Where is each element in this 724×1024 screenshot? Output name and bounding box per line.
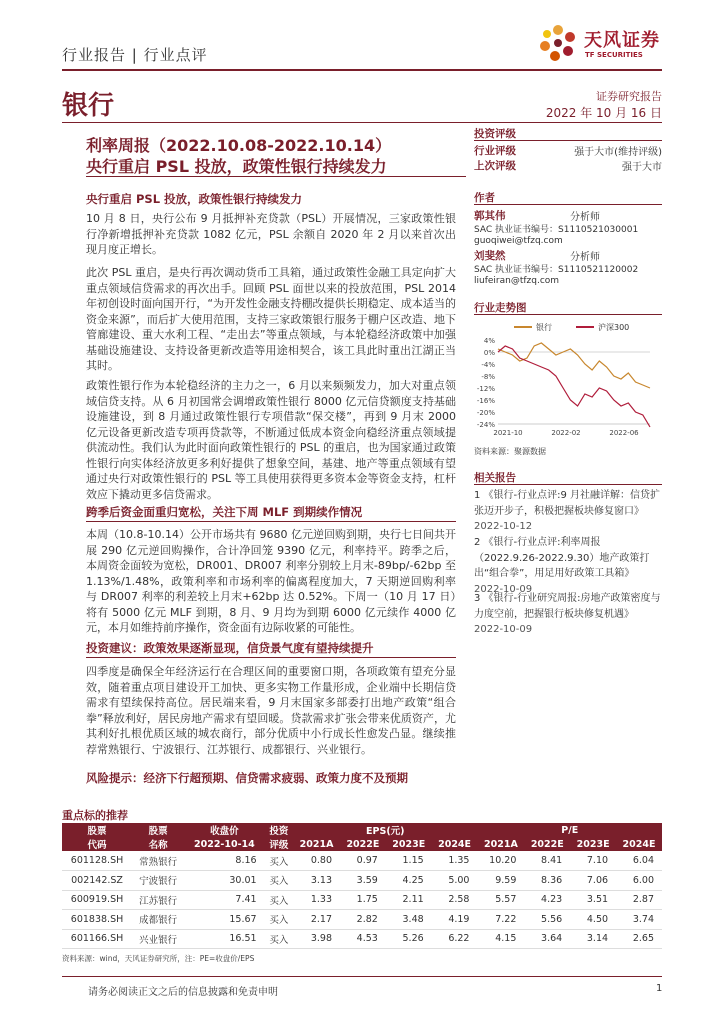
author-2-email[interactable]: liufeiran@tfzq.com bbox=[474, 276, 560, 286]
table-cell: 3.64 bbox=[524, 929, 570, 949]
section-1-paragraph-3: 政策性银行作为本轮稳经济的主力之一，6 月以来频频发力，加大对重点领域信贷支持。从 6 月初国常会调增政策性银行 8000 亿元信贷额度支持基础设施建设，到 8 月通过政策性银行专项借款“保交楼”，再到 9 月末 2000 亿元设备更新改造专项再贷款等，不断通过低成本资金向稳经济重点领域提供流动性。我们认为此时面向政策性银行的 PSL 的重启，也为国家通过政策性银行向实体经济放更多利好提供了想象空间，基建、地产等重点领域有望通过央行对政策性银行的 PSL 等工具使用获得更多资本金等资金支持，杠杆效应下撬动更多信贷需求。 bbox=[86, 379, 456, 501]
table-cell: 601838.SH bbox=[62, 910, 132, 930]
table-cell: 5.26 bbox=[386, 929, 432, 949]
related-report-1-date: 2022-10-12 bbox=[474, 521, 533, 532]
header-name-2: 名称 bbox=[132, 837, 184, 851]
y-tick-label: -24% bbox=[476, 421, 495, 429]
author-1-name: 郭其伟 bbox=[474, 210, 506, 222]
table-cell: 7.06 bbox=[570, 871, 616, 891]
related-report-1[interactable] bbox=[474, 488, 662, 535]
table-cell: 10.20 bbox=[477, 851, 524, 871]
table-cell: 0.97 bbox=[340, 851, 386, 871]
title-top-rule bbox=[62, 122, 662, 123]
table-cell: 5.57 bbox=[477, 890, 524, 910]
header-eps-2021: 2021A bbox=[293, 837, 340, 851]
y-tick-label: 4% bbox=[483, 337, 495, 345]
related-report-2-date: 2022-10-09 bbox=[474, 583, 533, 595]
section-1-paragraph-1: 10 月 8 日，央行公布 9 月抵押补充贷款（PSL）开展情况，三家政策性银行净新增抵押补充贷款 1082 亿元，PSL 余额自 2020 年 2 月以来首次出现月度正增长。 bbox=[86, 212, 456, 256]
author-1-cert: SAC 执业证书编号：S1110521030001 bbox=[474, 225, 639, 235]
header-pe-2022: 2022E bbox=[524, 837, 570, 851]
table-cell: 6.04 bbox=[616, 851, 662, 871]
table-cell: 8.16 bbox=[184, 851, 264, 871]
table-cell: 1.15 bbox=[386, 851, 432, 871]
report-type: 行业报告 | 行业点评 bbox=[62, 46, 208, 64]
section-1-paragraph-2: 此次 PSL 重启，是央行再次调动货币工具箱，通过政策性金融工具定向扩大重点领域信贷需求的再次出手。回顾 PSL 面世以来的投放范围，PSL 2014 年初创设时面向国开行，“为开发性金融支持棚改提供长期稳定、成本适当的资金来源”，而后扩大使用范围，支持三家政策银行服务于棚户区改造、地下管廊建设、重大水利工程、“走出去”等重点领域，与本轮稳经济政策中加强基础设施建设、支持设备更新改造等用途相契合，该工具此时重出江湖正当其时。 bbox=[86, 266, 456, 372]
x-tick-label: 2022-06 bbox=[609, 429, 639, 437]
table-cell: 买入 bbox=[265, 851, 294, 871]
header-eps-2023: 2023E bbox=[386, 837, 432, 851]
header-code: 股票 bbox=[62, 823, 132, 837]
y-tick-label: -4% bbox=[481, 361, 495, 369]
header-name: 股票 bbox=[132, 823, 184, 837]
table-cell: 1.35 bbox=[432, 851, 478, 871]
table-cell: 买入 bbox=[265, 910, 294, 930]
y-tick-label: -20% bbox=[476, 409, 495, 417]
table-cell: 3.13 bbox=[293, 871, 340, 891]
table-cell: 成都银行 bbox=[132, 910, 184, 930]
table-cell: 买入 bbox=[265, 871, 294, 891]
table-cell: 16.51 bbox=[184, 929, 264, 949]
table-cell: 4.19 bbox=[432, 910, 478, 930]
table-row bbox=[62, 851, 662, 871]
table-cell: 2.87 bbox=[616, 890, 662, 910]
related-report-2[interactable] bbox=[474, 535, 662, 597]
table-cell: 7.41 bbox=[184, 890, 264, 910]
risk-notice: 风险提示：经济下行超预期、信贷需求疲弱、政策力度不及预期 bbox=[86, 771, 408, 785]
table-cell: 4.53 bbox=[340, 929, 386, 949]
brand-name-cn: 天风证券 bbox=[584, 30, 660, 51]
section-3-rule bbox=[86, 657, 456, 658]
table-cell: 7.22 bbox=[477, 910, 524, 930]
related-report-2-text[interactable]: 2 《银行-行业点评:利率周报（2022.9.26-2022.9.30）地产政策打出“组合拳”，用足用好政策工具箱》 bbox=[474, 537, 650, 579]
author-1-role: 分析师 bbox=[570, 212, 600, 223]
table-cell: 3.51 bbox=[570, 890, 616, 910]
header-rating-2: 评级 bbox=[265, 837, 294, 851]
related-report-1-text[interactable]: 1 《银行-行业点评:9 月社融详解：信贷扩张迈开步子，积极把握板块修复窗口》 bbox=[474, 490, 661, 517]
table-cell: 6.00 bbox=[616, 871, 662, 891]
header-code-2: 代码 bbox=[62, 837, 132, 851]
header-close-date: 2022-10-14 bbox=[184, 837, 264, 851]
table-source: 资料来源：wind，天风证券研究所，注：PE=收盘价/EPS bbox=[62, 954, 255, 963]
table-row bbox=[62, 871, 662, 891]
rating-value-1: 强于大市(维持评级) bbox=[574, 147, 662, 158]
header-close: 收盘价 bbox=[184, 823, 264, 837]
header-eps-2022: 2022E bbox=[340, 837, 386, 851]
rating-title: 投资评级 bbox=[474, 128, 516, 140]
table-cell: 买入 bbox=[265, 929, 294, 949]
industry-title: 银行 bbox=[62, 91, 115, 121]
table-cell: 600919.SH bbox=[62, 890, 132, 910]
legend-label: 银行 bbox=[536, 323, 552, 332]
key-stocks-title: 重点标的推荐 bbox=[62, 809, 128, 822]
author-rule bbox=[474, 204, 662, 205]
brand-logo bbox=[536, 22, 666, 66]
table-cell: 2.82 bbox=[340, 910, 386, 930]
section-3-heading: 投资建议：政策效果逐渐显现，信贷景气度有望持续提升 bbox=[86, 641, 374, 655]
table-row bbox=[62, 890, 662, 910]
related-report-3-text[interactable]: 3 《银行-行业研究周报:房地产政策密度与力度空前，把握银行板块修复机遇》 bbox=[474, 593, 661, 620]
table-header-row-1 bbox=[62, 823, 662, 837]
rating-label-1: 行业评级 bbox=[474, 145, 516, 157]
table-cell: 601128.SH bbox=[62, 851, 132, 871]
report-title-line1: 利率周报（2022.10.08-2022.10.14） bbox=[86, 136, 392, 155]
page-number: 1 bbox=[656, 983, 663, 994]
table-cell: 4.25 bbox=[386, 871, 432, 891]
table-cell: 0.80 bbox=[293, 851, 340, 871]
chart-source: 资料来源：聚源数据 bbox=[474, 447, 546, 456]
header-rating: 投资 bbox=[265, 823, 294, 837]
table-cell: 宁波银行 bbox=[132, 871, 184, 891]
rating-value-2: 强于大市 bbox=[622, 162, 662, 173]
table-cell: 5.56 bbox=[524, 910, 570, 930]
table-cell: 买入 bbox=[265, 890, 294, 910]
header-pe-2024: 2024E bbox=[616, 837, 662, 851]
x-tick-label: 2022-02 bbox=[551, 429, 581, 437]
series-line-沪深300 bbox=[498, 346, 650, 427]
brand-flower-icon bbox=[536, 22, 580, 66]
footer-rule bbox=[62, 976, 662, 977]
table-header-row-2 bbox=[62, 837, 662, 851]
trend-rule bbox=[474, 314, 662, 315]
table-cell: 2.11 bbox=[386, 890, 432, 910]
table-cell: 3.74 bbox=[616, 910, 662, 930]
rating-rule bbox=[474, 140, 662, 141]
table-cell: 2.58 bbox=[432, 890, 478, 910]
author-title: 作者 bbox=[474, 192, 495, 204]
table-cell: 3.98 bbox=[293, 929, 340, 949]
y-tick-label: -16% bbox=[476, 397, 495, 405]
author-2-cert: SAC 执业证书编号：S1110521120002 bbox=[474, 265, 639, 275]
table-cell: 3.48 bbox=[386, 910, 432, 930]
table-cell: 6.22 bbox=[432, 929, 478, 949]
related-report-3-date: 2022-10-09 bbox=[474, 624, 533, 635]
section-1-heading: 央行重启 PSL 投放，政策性银行持续发力 bbox=[86, 192, 303, 206]
table-row bbox=[62, 929, 662, 949]
table-cell: 1.75 bbox=[340, 890, 386, 910]
research-label: 证券研究报告 bbox=[596, 90, 662, 103]
table-cell: 4.50 bbox=[570, 910, 616, 930]
key-stocks-table bbox=[62, 823, 662, 949]
table-cell: 3.14 bbox=[570, 929, 616, 949]
table-cell: 2.65 bbox=[616, 929, 662, 949]
header-pe-2021: 2021A bbox=[477, 837, 524, 851]
header-pe-group: P/E bbox=[477, 823, 662, 837]
header-rule bbox=[62, 69, 662, 71]
author-1-email[interactable]: guoqiwei@tfzq.com bbox=[474, 236, 563, 246]
table-cell: 1.33 bbox=[293, 890, 340, 910]
brand-name-en: TF SECURITIES bbox=[585, 51, 643, 59]
table-cell: 15.67 bbox=[184, 910, 264, 930]
y-tick-label: 0% bbox=[483, 349, 495, 357]
title-bottom-rule bbox=[86, 176, 466, 177]
section-2-heading: 跨季后资金面重归宽松，关注下周 MLF 到期续作情况 bbox=[86, 505, 363, 519]
industry-trend-chart bbox=[474, 318, 662, 444]
legend-label: 沪深300 bbox=[598, 323, 630, 332]
table-cell: 9.59 bbox=[477, 871, 524, 891]
table-cell: 8.36 bbox=[524, 871, 570, 891]
section-2-rule bbox=[86, 521, 456, 522]
table-cell: 江苏银行 bbox=[132, 890, 184, 910]
table-cell: 兴业银行 bbox=[132, 929, 184, 949]
footer-disclaimer: 请务必阅读正文之后的信息披露和免责申明 bbox=[88, 987, 278, 998]
report-title-line2: 央行重启 PSL 投放，政策性银行持续发力 bbox=[86, 157, 387, 176]
author-2-name: 刘斐然 bbox=[474, 250, 506, 262]
rating-label-2: 上次评级 bbox=[474, 160, 516, 172]
table-cell: 30.01 bbox=[184, 871, 264, 891]
section-2-paragraph-1: 本周（10.8-10.14）公开市场共有 9680 亿元逆回购到期，央行七日间共开展 290 亿元逆回购操作，合计净回笼 9390 亿元，利率持平。跨季之后，本周资金面较为宽松，DR001、DR007 利率分别较上月末-89bp/-62bp 至 1.13%/1.48%，政策利率和市场利率的偏离程度加大，7 天期逆回购利率与 DR007 利率的利差较上月末+62bp 达 0.52%。下周一（10 月 17 日）将有 5000 亿元 MLF 到期，8 月、9 月均为到期 6000 亿元续作 4000 亿元，本月如维持前序操作，资金面有边际收紧的可能性。 bbox=[86, 528, 456, 634]
header-eps-group: EPS(元) bbox=[293, 823, 477, 837]
series-line-银行 bbox=[498, 343, 650, 388]
table-cell: 7.10 bbox=[570, 851, 616, 871]
table-cell: 601166.SH bbox=[62, 929, 132, 949]
report-date: 2022 年 10 月 16 日 bbox=[545, 106, 662, 120]
trend-title: 行业走势图 bbox=[474, 302, 527, 314]
author-2-role: 分析师 bbox=[570, 252, 600, 263]
table-cell: 5.00 bbox=[432, 871, 478, 891]
y-tick-label: -8% bbox=[481, 373, 495, 381]
x-tick-label: 2021-10 bbox=[493, 429, 523, 437]
related-title: 相关报告 bbox=[474, 472, 516, 484]
table-cell: 常熟银行 bbox=[132, 851, 184, 871]
table-cell: 4.15 bbox=[477, 929, 524, 949]
table-cell: 4.23 bbox=[524, 890, 570, 910]
related-report-3[interactable] bbox=[474, 591, 662, 638]
table-cell: 002142.SZ bbox=[62, 871, 132, 891]
table-row bbox=[62, 910, 662, 930]
table-cell: 3.59 bbox=[340, 871, 386, 891]
y-tick-label: -12% bbox=[476, 385, 495, 393]
section-3-paragraph-1: 四季度是确保全年经济运行在合理区间的重要窗口期，各项政策有望充分显效，随着重点项目建设开工加快、更多实物工作量形成，企业端中长期信贷需求有望续保持高位。居民端来看，9 月末国家多部委打出地产政策“组合拳”释放利好，居民房地产需求有望回暖。贷款需求扩张会带来优质资产，尤其利好扎根优质区域的城农商行，部分优质中小行成长性愈发凸显。继续推荐常熟银行、宁波银行、江苏银行、成都银行、兴业银行。 bbox=[86, 665, 456, 756]
related-rule bbox=[474, 484, 662, 485]
table-cell: 2.17 bbox=[293, 910, 340, 930]
table-cell: 8.41 bbox=[524, 851, 570, 871]
header-eps-2024: 2024E bbox=[432, 837, 478, 851]
header-pe-2023: 2023E bbox=[570, 837, 616, 851]
